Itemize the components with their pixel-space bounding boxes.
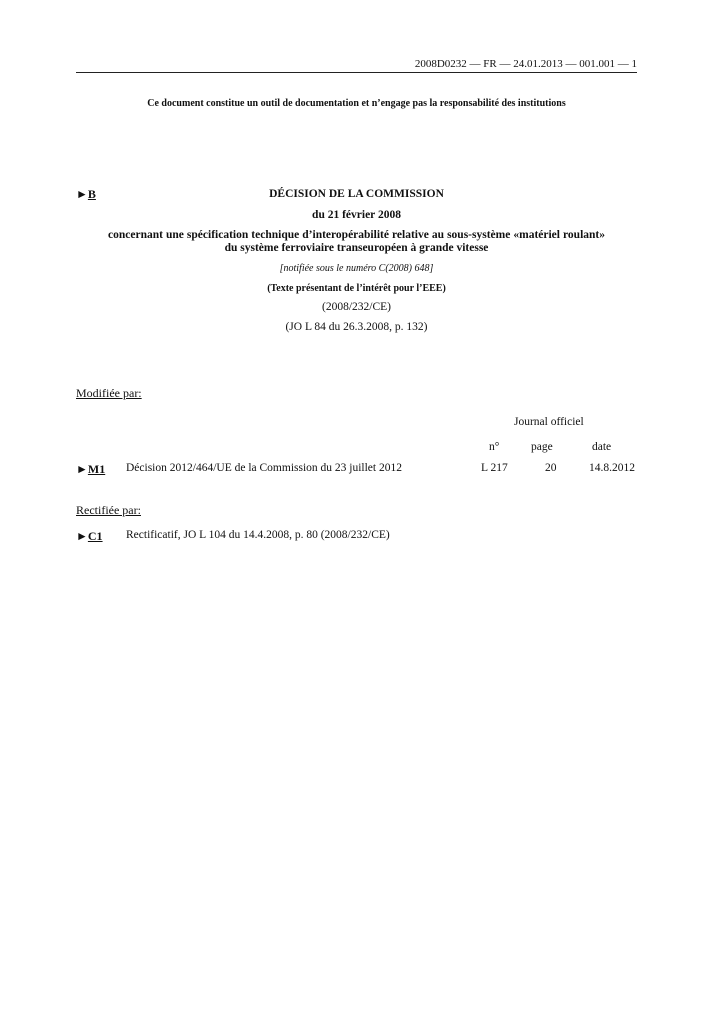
marker-arrow-icon: ► [76,462,88,476]
act-title: DÉCISION DE LA COMMISSION [269,188,444,200]
marker-code: M1 [87,462,106,476]
marker-code: C1 [87,529,103,543]
amendment-marker[interactable] [76,462,105,477]
corrigendum-description: Rectificatif, JO L 104 du 14.4.2008, p. 80 (2008/232/CE) [126,529,390,541]
marker-code: B [87,187,96,201]
column-date: date [592,441,612,453]
marker-arrow-icon: ► [76,529,88,543]
journal-header: Journal officiel [514,416,584,428]
corrigendum-marker[interactable] [76,529,103,544]
act-subject: concernant une spécification technique d’interopérabilité relative au sous-système «matériel roulant» du système ferroviaire transeuropéen à grande vitesse [108,229,605,254]
amendment-oj-page: 20 [545,462,557,474]
column-page: page [531,441,553,453]
act-number: (2008/232/CE) [322,301,391,313]
document-identifier: 2008D0232 — FR — 24.01.2013 — 001.001 — 1 [414,58,637,70]
amended-by-label: Modifiée par: [76,386,142,400]
act-eea-note: (Texte présentant de l’intérêt pour l’EEE) [267,283,446,294]
amendment-oj-number: L 217 [481,462,508,474]
act-date: du 21 février 2008 [312,209,401,221]
column-no: n° [489,441,500,453]
act-notification: [notifiée sous le numéro C(2008) 648] [279,263,434,274]
marker-arrow-icon: ► [76,187,88,201]
act-oj-reference: (JO L 84 du 26.3.2008, p. 132) [285,321,428,333]
amendment-description: Décision 2012/464/UE de la Commission du 23 juillet 2012 [126,462,402,474]
amendment-oj-date: 14.8.2012 [589,462,635,474]
disclaimer: Ce document constitue un outil de documentation et n’engage pas la responsabilité des institutions [147,98,566,109]
corrected-by-label: Rectifiée par: [76,503,141,517]
header-rule [76,72,637,73]
